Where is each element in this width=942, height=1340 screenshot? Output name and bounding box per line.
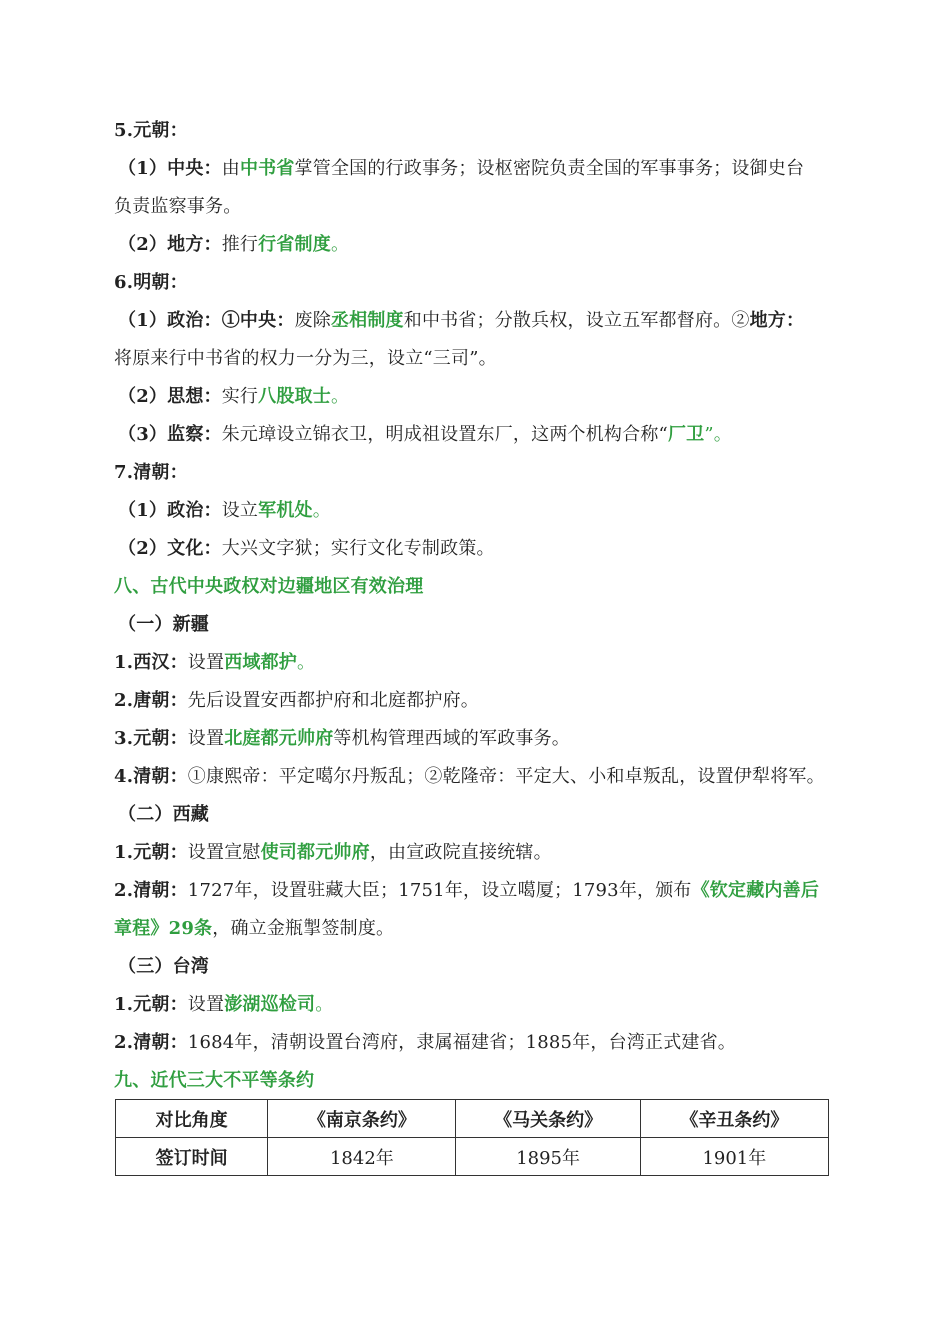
taiwan-line-1: 1.元朝：设置澎湖巡检司。	[114, 994, 334, 1015]
taiwan-line-2: 2.清朝：1684年，清朝设置台湾府，隶属福建省；1885年，台湾正式建省。	[114, 1032, 737, 1053]
ming-politics-line-2: 将原来行中书省的权力一分为三，设立“三司”。	[114, 348, 497, 369]
xinjiang-line-3: 3.元朝：设置北庭都元帅府等机构管理西域的军政事务。	[114, 728, 571, 749]
qing-politics-line: （1）政治：设立军机处。	[118, 500, 331, 521]
yuan-title: 5.元朝：	[114, 120, 188, 141]
xinjiang-heading: （一）新疆	[118, 614, 209, 635]
yuan-central-line-2: 负责监察事务。	[114, 196, 242, 217]
xinjiang-line-4: 4.清朝：①康熙帝：平定噶尔丹叛乱；②乾隆帝：平定大、小和卓叛乱，设置伊犁将军。	[114, 766, 825, 787]
table-header-cell: 《辛丑条约》	[640, 1100, 828, 1138]
yuan-central-line: （1）中央：由中书省掌管全国的行政事务；设枢密院负责全国的军事事务；设御史台	[118, 158, 805, 179]
ming-title: 6.明朝：	[114, 272, 188, 293]
section-9-heading: 九、近代三大不平等条约	[114, 1070, 315, 1091]
table-header-cell: 《南京条约》	[268, 1100, 456, 1138]
tibet-heading: （二）西藏	[118, 804, 209, 825]
qing-title: 7.清朝：	[114, 462, 188, 483]
table-header-row	[116, 1100, 829, 1138]
taiwan-heading: （三）台湾	[118, 956, 209, 977]
tibet-line-1: 1.元朝：设置宣慰使司都元帅府，由宣政院直接统辖。	[114, 842, 552, 863]
table-cell: 1895年	[456, 1138, 640, 1176]
section-8-heading: 八、古代中央政权对边疆地区有效治理	[114, 576, 424, 597]
treaty-comparison-table	[115, 1099, 829, 1176]
xinjiang-line-2: 2.唐朝：先后设置安西都护府和北庭都护府。	[114, 690, 479, 711]
table-cell: 1842年	[268, 1138, 456, 1176]
qing-culture-line: （2）文化：大兴文字狱；实行文化专制政策。	[118, 538, 495, 559]
table-row-label: 签订时间	[116, 1138, 268, 1176]
table-row	[116, 1138, 829, 1176]
tibet-line-2-cont: 章程》29条，确立金瓶掣签制度。	[114, 918, 395, 939]
ming-politics-line: （1）政治：①中央：废除丞相制度和中书省；分散兵权，设立五军都督府。②地方：	[118, 310, 805, 331]
table-header-cell: 《马关条约》	[456, 1100, 640, 1138]
yuan-local-line: （2）地方：推行行省制度。	[118, 234, 350, 255]
table-cell: 1901年	[640, 1138, 828, 1176]
xinjiang-line-1: 1.西汉：设置西域都护。	[114, 652, 316, 673]
ming-thought-line: （2）思想：实行八股取士。	[118, 386, 350, 407]
table-header-cell: 对比角度	[116, 1100, 268, 1138]
ming-supervision-line: （3）监察：朱元璋设立锦衣卫，明成祖设置东厂，这两个机构合称“厂卫”。	[118, 424, 732, 445]
tibet-line-2: 2.清朝：1727年，设置驻藏大臣；1751年，设立噶厦；1793年，颁布《钦定藏内善后	[114, 880, 820, 901]
